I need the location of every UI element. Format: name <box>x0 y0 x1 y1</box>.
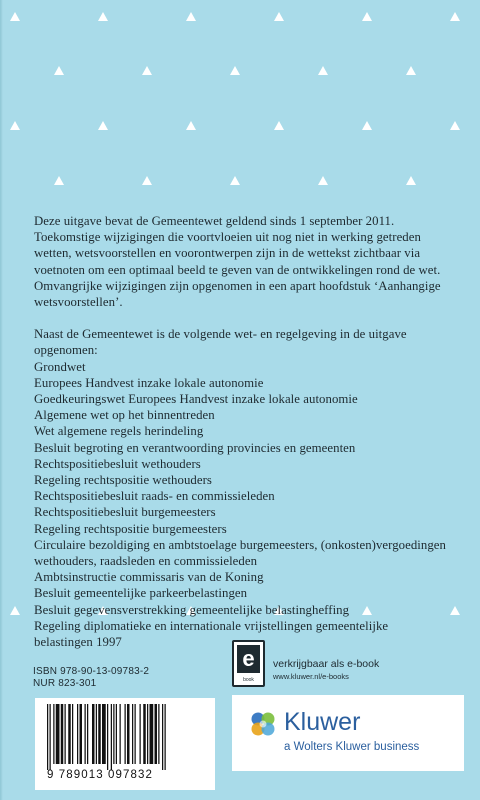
barcode-bar <box>72 704 73 764</box>
ebook-icon-caption: book <box>243 677 254 683</box>
triangle-mark <box>10 606 20 615</box>
list-item: belastingen 1997 <box>34 635 122 650</box>
barcode-bar <box>102 704 106 764</box>
isbn-number: ISBN 978-90-13-09783-2 <box>33 666 150 677</box>
isbn-barcode-block <box>33 666 215 790</box>
blurb-text <box>34 213 454 650</box>
barcode-bar <box>65 704 66 764</box>
triangle-mark <box>142 176 152 185</box>
list-item: Rechtspositiebesluit burgemeesters <box>34 505 216 520</box>
barcode-bar <box>80 704 83 764</box>
list-item: Goedkeuringswet Europees Handvest inzake lokale autonomie <box>34 392 358 407</box>
blurb-line: voetnoten om een optimaal beeld te geven van de ontwikkelingen rond de wet. <box>34 262 441 277</box>
barcode-bar <box>87 704 88 764</box>
list-item: Besluit begroting en verantwoording provincies en gemeenten <box>34 440 356 455</box>
barcode-bar <box>68 704 71 764</box>
publisher-logo-block <box>232 695 464 771</box>
triangle-mark <box>274 12 284 21</box>
blurb-line: wetsvoorstellen’. <box>34 295 123 310</box>
list-item: wethouders, raadsleden en commissieleden <box>34 554 258 569</box>
barcode-bar <box>158 704 159 764</box>
barcode-bar <box>77 704 78 764</box>
triangle-mark <box>230 66 240 75</box>
triangle-mark <box>450 12 460 21</box>
triangle-mark <box>406 66 416 75</box>
ebook-label: verkrijgbaar als e-book <box>273 658 380 670</box>
barcode-bar <box>162 704 163 770</box>
barcode-bar <box>96 704 97 764</box>
list-item: Rechtspositiebesluit wethouders <box>34 456 201 471</box>
list-item: Algemene wet op het binnentreden <box>34 408 215 423</box>
barcode-bar <box>107 704 108 770</box>
list-item: Regeling diplomatieke en internationale vrijstellingen gemeentelijke <box>34 618 389 633</box>
barcode-bar <box>113 704 114 764</box>
barcode-bars <box>47 704 205 770</box>
ebook-notice <box>232 640 462 688</box>
list-item: Grondwet <box>34 359 86 374</box>
barcode-bar <box>47 704 48 770</box>
triangle-mark <box>318 176 328 185</box>
triangle-mark <box>274 121 284 130</box>
list-item: Besluit gemeentelijke parkeerbelastingen <box>34 586 248 601</box>
barcode-bar <box>140 704 141 764</box>
list-item: Rechtspositiebesluit raads- en commissieleden <box>34 489 275 504</box>
ebook-icon <box>232 640 265 687</box>
barcode-bar <box>147 704 148 764</box>
barcode-bar <box>53 704 54 764</box>
list-item: Regeling rechtspositie burgemeesters <box>34 521 227 536</box>
kluwer-globe-icon <box>248 709 278 739</box>
ebook-url: www.kluwer.nl/e-books <box>273 672 349 681</box>
regulation-list <box>34 359 454 651</box>
barcode-bar <box>85 704 86 764</box>
barcode-bar <box>120 704 121 764</box>
ebook-icon-letter: e <box>237 645 260 673</box>
blurb-line: wetten, wetsvoorstellen en voorontwerpen zijn in de wettekst zichtbaar via <box>34 246 421 261</box>
triangle-mark <box>54 66 64 75</box>
nur-code: NUR 823-301 <box>33 678 97 689</box>
triangle-mark <box>230 176 240 185</box>
barcode-bar <box>125 704 126 764</box>
barcode-bar <box>56 704 60 764</box>
publisher-tagline: a Wolters Kluwer business <box>284 741 420 753</box>
blurb-line: Omvangrijke wijzigingen zijn opgenomen in een apart hoofdstuk ‘Aanhangige <box>34 278 441 293</box>
barcode-bar <box>143 704 146 764</box>
barcode-bar <box>127 704 130 764</box>
list-item: Besluit gegevensverstrekking gemeentelijke belastingheffing <box>34 602 350 617</box>
triangle-mark <box>54 176 64 185</box>
barcode-bar <box>135 704 136 764</box>
barcode-bar <box>50 704 51 770</box>
triangle-mark <box>98 121 108 130</box>
list-item: Circulaire bezoldiging en ambtstoelage burgemeesters, (onkosten)vergoedingen <box>34 537 446 552</box>
barcode-bar <box>92 704 95 764</box>
triangle-mark <box>318 66 328 75</box>
triangle-mark <box>186 12 196 21</box>
triangle-mark <box>98 12 108 21</box>
triangle-mark <box>10 121 20 130</box>
barcode <box>35 698 215 790</box>
triangle-mark <box>10 12 20 21</box>
triangle-mark <box>186 121 196 130</box>
barcode-bar <box>155 704 158 764</box>
triangle-mark <box>362 12 372 21</box>
list-item: Wet algemene regels herindeling <box>34 424 204 439</box>
barcode-bar <box>150 704 154 764</box>
barcode-digits: 9 789013 097832 <box>47 769 154 781</box>
blurb-line: Toekomstige wijzigingen die voortvloeien uit nog niet in werking getreden <box>34 230 421 245</box>
barcode-bar <box>111 704 112 770</box>
triangle-mark <box>362 121 372 130</box>
blurb-line: Deze uitgave bevat de Gemeentewet geldend sinds 1 september 2011. <box>34 214 395 228</box>
barcode-bar <box>61 704 64 764</box>
list-item: Regeling rechtspositie wethouders <box>34 473 212 488</box>
list-item: Ambtsinstructie commissaris van de Koning <box>34 570 264 585</box>
regulation-intro: Naast de Gemeentewet is de volgende wet- en regelgeving in de uitgave opgenomen: <box>34 327 407 358</box>
barcode-bar <box>132 704 133 764</box>
triangle-mark <box>406 176 416 185</box>
barcode-bar <box>116 704 117 764</box>
barcode-bar <box>98 704 101 764</box>
list-item: Europees Handvest inzake lokale autonomie <box>34 375 264 390</box>
publisher-name: Kluwer <box>284 708 361 736</box>
barcode-bar <box>165 704 166 770</box>
triangle-mark <box>450 121 460 130</box>
triangle-mark <box>142 66 152 75</box>
spine-shadow <box>0 0 3 800</box>
